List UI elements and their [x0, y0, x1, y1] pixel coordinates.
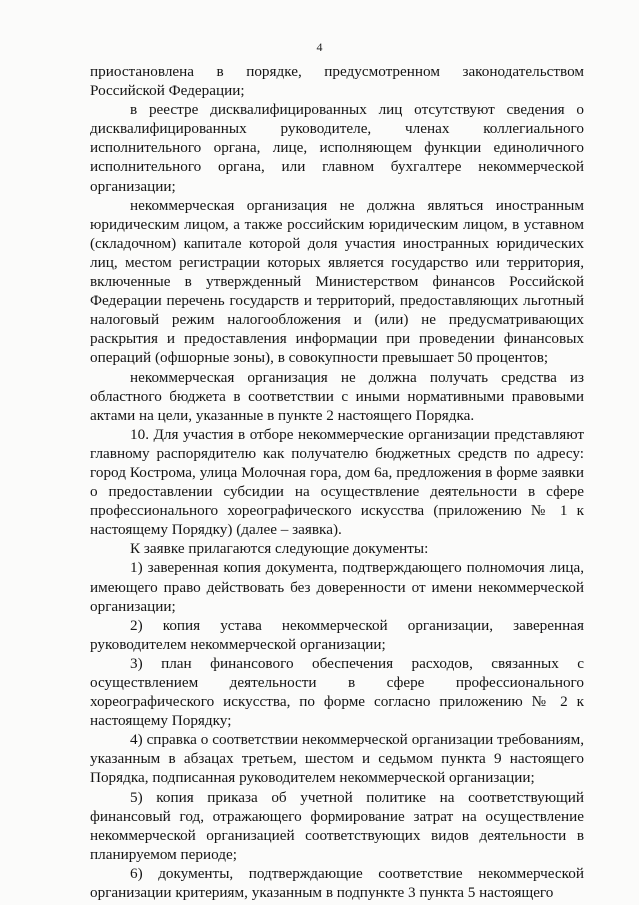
list-item-1: 1) заверенная копия документа, подтверждающего полномочия лица, имеющего право действовать без доверенности от имени некоммерческой организации;: [90, 559, 584, 615]
page-number: 4: [316, 40, 323, 54]
list-item-3: 3) план финансового обеспечения расходов, связанных с осуществлением деятельности в сфере профессионального хореографического искусства, по форме согласно приложению № 2 к настоящему Порядку;: [90, 654, 584, 730]
paragraph-item-10: 10. Для участия в отборе некоммерческие организации представляют главному распорядителю как получателю бюджетных средств по адресу: город Кострома, улица Молочная гора, дом 6а, предложения в форме заявки о предоставлении субсидии на осуществление деятельности в сфере профессионального хореографического искусства (приложению № 1 к настоящему Порядку) (далее – заявка).: [90, 425, 584, 539]
paragraph-attachments-intro: К заявке прилагаются следующие документы:: [130, 540, 429, 558]
paragraph-regional-budget: некоммерческая организация не должна получать средства из областного бюджета в соответствии с иными нормативными правовыми актами на цели, указанные в пункте 2 настоящего Порядка.: [90, 368, 584, 424]
paragraph-disqualified-registry: в реестре дисквалифицированных лиц отсутствуют сведения о дисквалифицированных руководителе, членах коллегиального исполнительного органа, лице, исполняющем функции единоличного исполнительного органа, или главном бухгалтере некоммерческой организации;: [90, 101, 584, 195]
document-body: [90, 62, 584, 902]
list-item-6: 6) документы, подтверждающие соответствие некоммерческой организации критериям, указанным в подпункте 3 пункта 5 настоящего: [90, 864, 584, 902]
paragraph-continuation: приостановлена в порядке, предусмотренном законодательством Российской Федерации;: [90, 63, 584, 100]
list-item-2: 2) копия устава некоммерческой организации, заверенная руководителем некоммерческой организации;: [90, 616, 584, 653]
list-item-4: 4) справка о соответствии некоммерческой организации требованиям, указанным в абзацах третьем, шестом и седьмом пункта 9 настоящего Порядка, подписанная руководителем некоммерческой организации;: [90, 731, 584, 787]
list-item-5: 5) копия приказа об учетной политике на соответствующий финансовый год, отражающего формирование затрат на осуществление некоммерческой организацией соответствующих видов деятельности в планируемом периоде;: [90, 788, 584, 863]
paragraph-foreign-entity: некоммерческая организация не должна являться иностранным юридическим лицом, а также российским юридическим лицом, в уставном (складочном) капитале которой доля участия иностранных юридических лиц, местом регистрации которых является государство или территория, включенные в утвержденный Министерством финансов Российской Федерации перечень государств и территорий, предоставляющих льготный налоговый режим налогообложения и (или) не предусматривающих раскрытия и предоставления информации при проведении финансовых операций (офшорные зоны), в совокупности превышает 50 процентов;: [90, 196, 584, 367]
